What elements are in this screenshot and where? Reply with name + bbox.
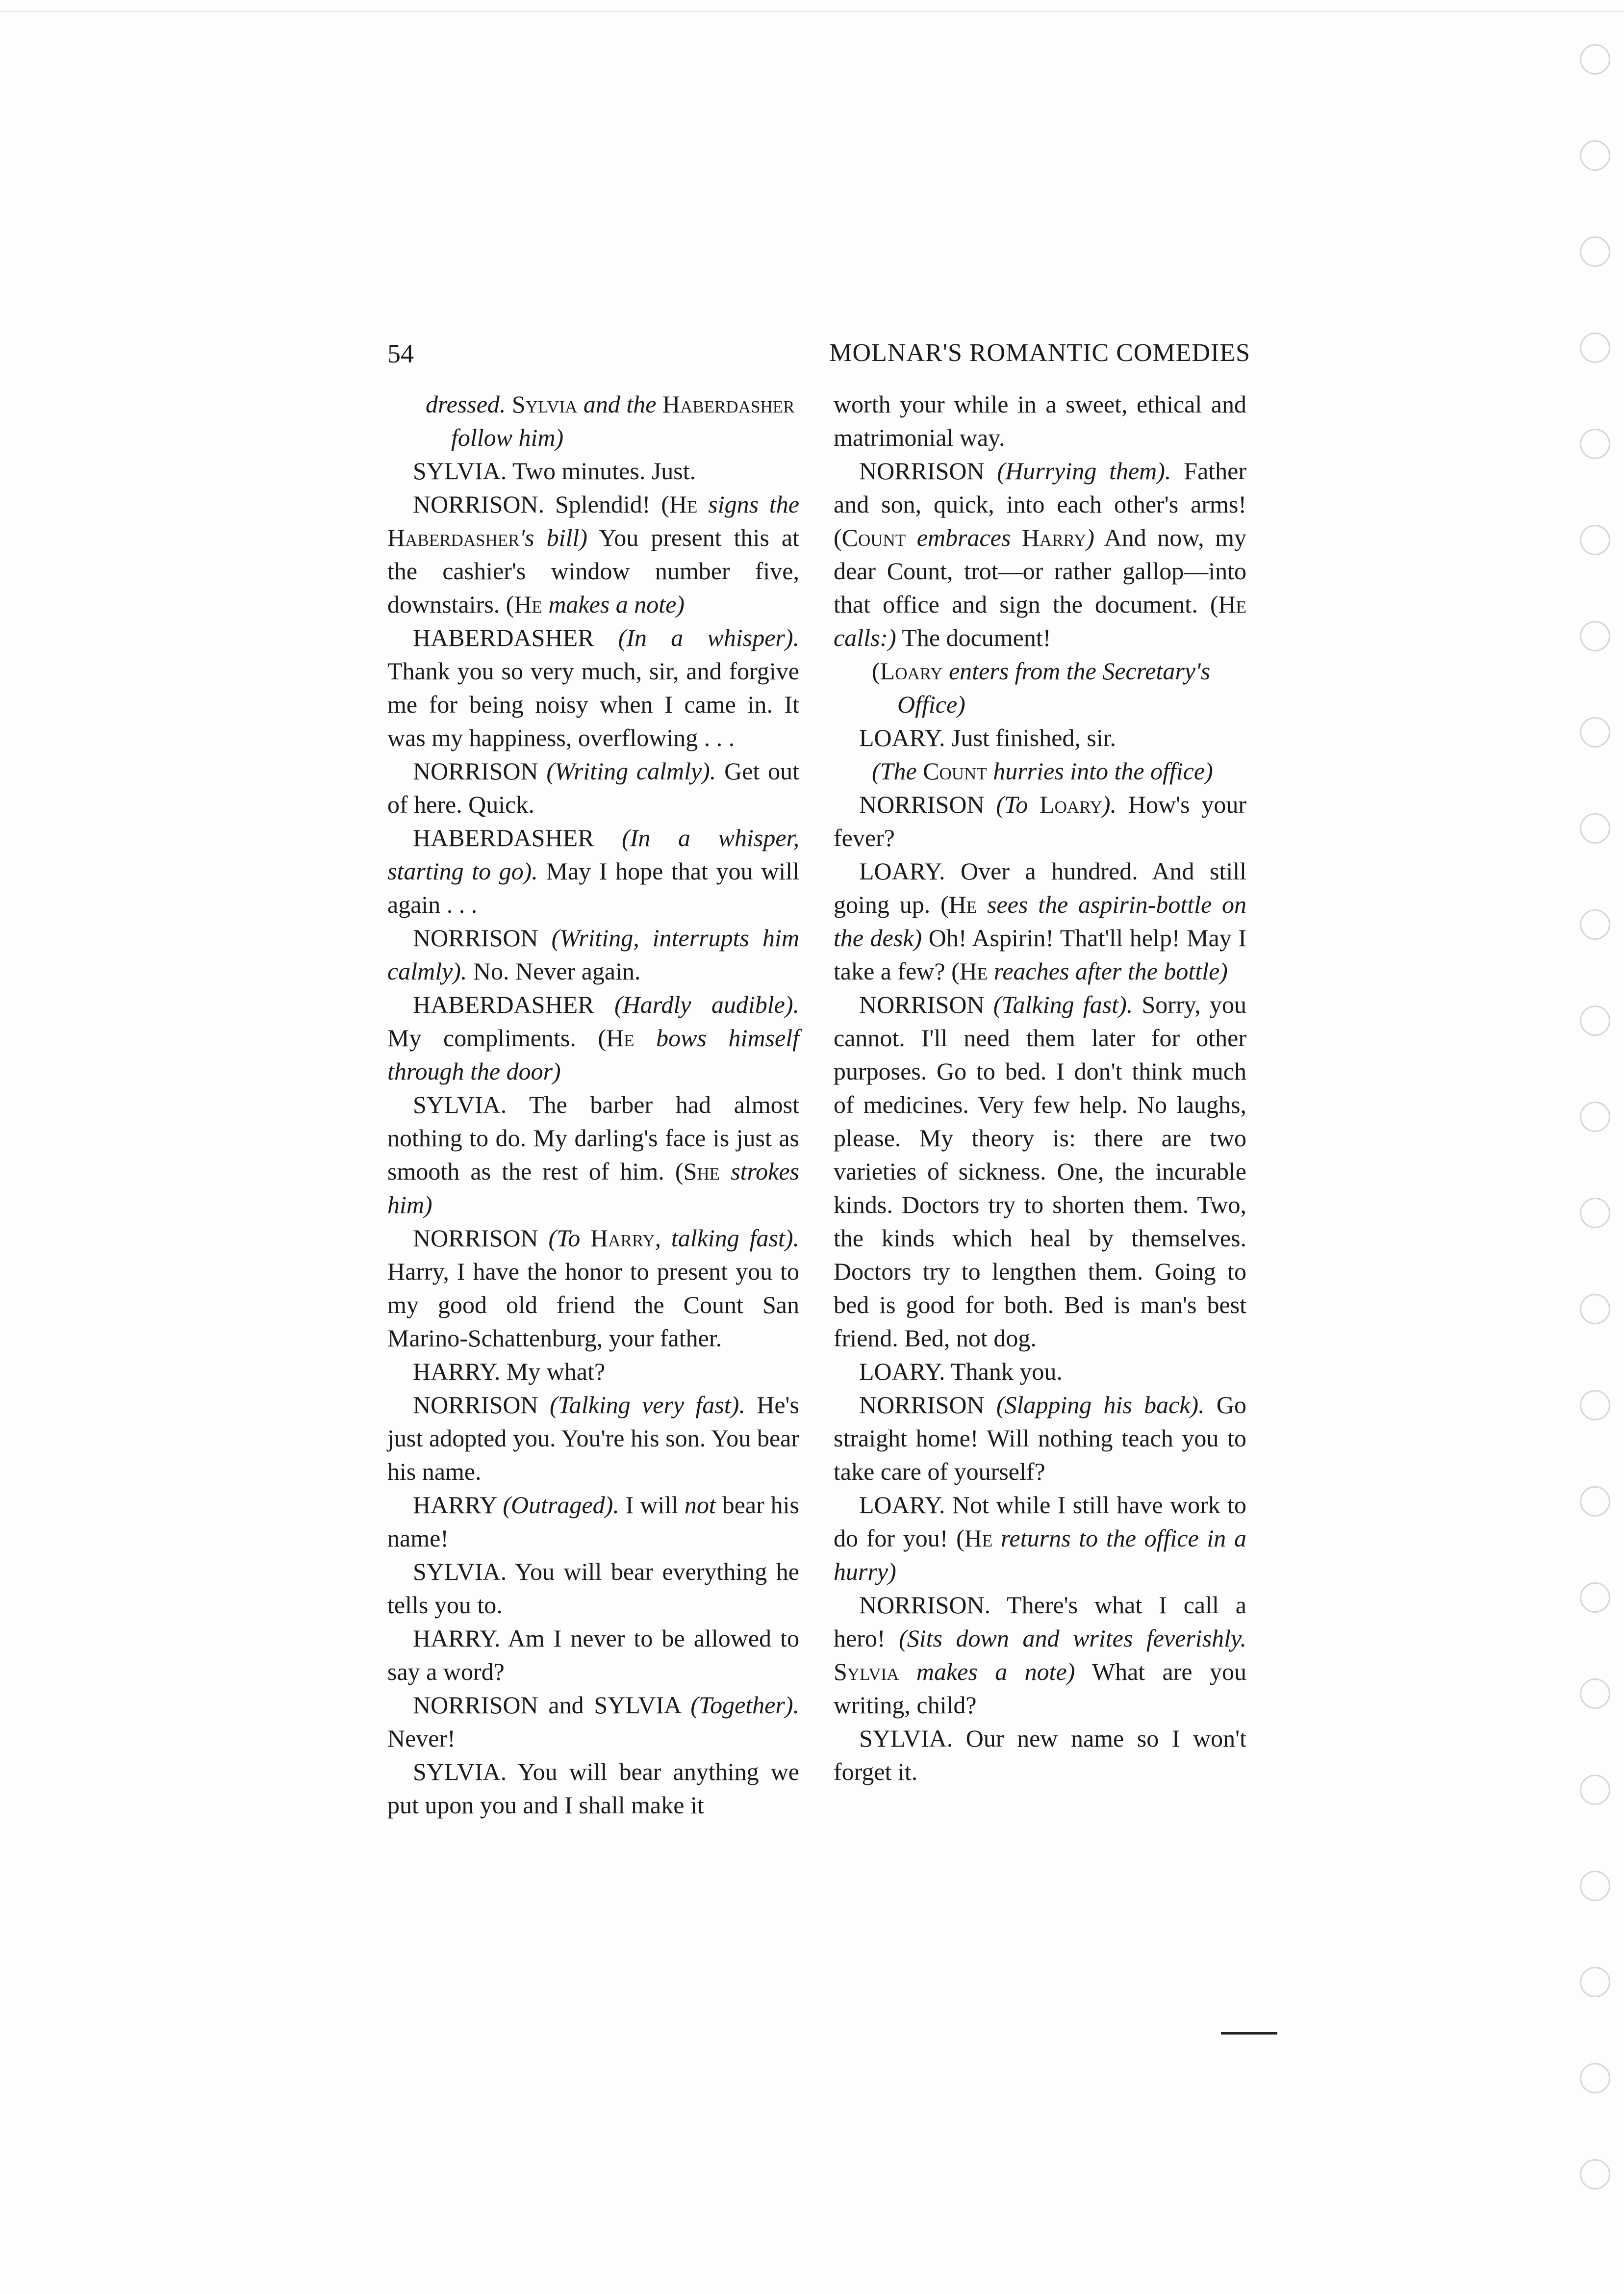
text-run: No. Never again. [467, 957, 641, 985]
text-run: (Writing, interrupts him calmly). [387, 924, 799, 985]
text-run: HABERDASHER [413, 991, 614, 1018]
text-run: dressed. [426, 390, 506, 418]
binder-hole [1580, 1582, 1610, 1613]
dialogue-paragraph [387, 1622, 799, 1688]
text-run: Sorry, you cannot. I'll need them later for other purposes. Go to bed. I don't think much of medicines. Very few help. No laughs, please. My theory is: there are two varieties of sickness. One, the incurable kinds. Doctors try to shorten them. Two, the kinds which heal by themselves. Doctors try to lengthen them. Going to bed is good for both. Bed is man's best friend. Bed, not dog. [834, 991, 1246, 1352]
dialogue-paragraph [834, 454, 1246, 654]
text-run: follow him) [451, 424, 564, 451]
text-run: worth your while in a sweet, ethical and matrimonial way. [834, 390, 1246, 451]
text-run: sees the aspirin-bottle on the desk) [834, 891, 1247, 952]
text-run: LOARY. Just finished, sir. [859, 724, 1116, 751]
stage-direction [834, 754, 1246, 788]
text-run: NORRISON [413, 1391, 550, 1418]
text-run: HARRY [413, 1491, 503, 1519]
text-run: HABERDASHER [413, 824, 622, 851]
text-run: Never! [387, 1725, 456, 1752]
text-run: (In a whisper). [618, 624, 799, 651]
page-number: 54 [387, 339, 414, 368]
text-run: (Talking very fast). [549, 1391, 745, 1418]
text-run: (Writing calmly). [546, 757, 716, 785]
text-run: NORRISON [413, 924, 552, 952]
text-run: (In a whisper, starting to go). [387, 824, 800, 885]
text-run: NORRISON [859, 1391, 996, 1418]
text-run: NORRISON [859, 457, 997, 485]
text-run: Count [841, 524, 906, 551]
text-run: Sylvia [511, 390, 578, 418]
dialogue-paragraph [387, 1555, 799, 1622]
text-run [506, 390, 512, 418]
end-rule [1221, 2032, 1277, 2035]
text-run: ). [1102, 791, 1117, 818]
text-run: Father and son, quick, into each other's arms! ( [834, 457, 1247, 551]
text-run: (Hardly audible). [614, 991, 799, 1018]
binder-hole [1580, 140, 1610, 171]
binder-hole [1580, 2159, 1610, 2190]
dialogue-paragraph [387, 1388, 799, 1488]
page-header [387, 338, 1250, 378]
binder-hole [1580, 1871, 1610, 1901]
text-run: NORRISON [413, 1224, 549, 1252]
binder-hole [1580, 717, 1610, 747]
stage-direction [834, 654, 1246, 721]
text-run: He [514, 591, 542, 618]
text-run: Loary [880, 657, 943, 685]
text-run: Haberdasher [387, 524, 520, 551]
binder-hole [1580, 1967, 1610, 1997]
dialogue-paragraph [834, 1355, 1246, 1388]
text-run: not [684, 1491, 716, 1519]
text-run: signs the [697, 490, 799, 518]
text-run: SYLVIA. You will bear everything he tells you to. [387, 1558, 799, 1619]
text-run: He [606, 1024, 634, 1052]
dialogue-paragraph [834, 988, 1246, 1355]
binder-hole [1580, 1294, 1610, 1324]
text-run: , talking fast). [655, 1224, 800, 1252]
text-run: Harry, I have the honor to present you to my good old friend the Count San Marino-Schattenburg, your father. [387, 1258, 799, 1352]
dialogue-paragraph [387, 988, 799, 1088]
text-run: Harry [590, 1224, 655, 1252]
dialogue-paragraph [834, 1588, 1246, 1722]
text-run: Oh! Aspirin! That'll help! May I take a few? ( [834, 924, 1247, 985]
dialogue-paragraph [387, 1488, 799, 1555]
text-run: hurries into the office) [987, 757, 1213, 785]
dialogue-paragraph [387, 1221, 799, 1355]
dialogue-paragraph [387, 754, 799, 821]
text-run: reaches after the bottle) [988, 957, 1228, 985]
dialogue-paragraph [387, 1688, 799, 1755]
text-run: makes a note) [899, 1658, 1075, 1685]
text-run: NORRISON [859, 991, 993, 1018]
text-run: strokes him) [387, 1158, 799, 1218]
binder-hole [1580, 813, 1610, 844]
text-run: You present this at the cashier's window number five, downstairs. ( [387, 524, 799, 618]
text-run: She [683, 1158, 720, 1185]
text-run: NORRISON [413, 757, 547, 785]
stage-direction [387, 387, 799, 454]
binder-hole [1580, 429, 1610, 459]
left-text-column [387, 387, 799, 1822]
text-run: SYLVIA. Our new name so I won't forget it. [834, 1725, 1246, 1785]
dialogue-paragraph [834, 1388, 1246, 1488]
text-run: SYLVIA. The barber had almost nothing to do. My darling's face is just as smooth as the rest of him. ( [387, 1091, 799, 1185]
text-run: (Talking fast). [993, 991, 1133, 1018]
text-run: Haberdasher [662, 390, 795, 418]
text-run: and the [577, 390, 662, 418]
dialogue-paragraph [387, 488, 799, 621]
text-run: He [669, 490, 698, 518]
dialogue-paragraph [387, 1355, 799, 1388]
binder-hole [1580, 1678, 1610, 1709]
text-run: Go straight home! Will nothing teach you to take care of yourself? [834, 1391, 1247, 1485]
binder-hole [1580, 333, 1610, 363]
text-run: Thank you so very much, sir, and forgive me for being noisy when I came in. It was my happiness, overflowing . . . [387, 657, 799, 751]
text-run: LOARY. Not while I still have work to do for you! ( [834, 1491, 1246, 1552]
binder-hole [1580, 1775, 1610, 1805]
text-run: And now, my dear Count, trot—or rather gallop—into that office and sign the document. ( [834, 524, 1246, 618]
text-run: He [959, 957, 988, 985]
text-run: 's bill) [519, 524, 587, 551]
dialogue-paragraph [834, 721, 1246, 754]
text-run: He [948, 891, 977, 918]
text-run: (Slapping his back). [996, 1391, 1205, 1418]
right-text-column [834, 387, 1246, 1788]
dialogue-paragraph [834, 1488, 1246, 1588]
text-run: NORRISON [859, 791, 996, 818]
running-head: MOLNAR'S ROMANTIC COMEDIES [829, 339, 1250, 367]
text-run: The document! [896, 624, 1051, 651]
binder-hole [1580, 1198, 1610, 1228]
text-run: makes a note) [542, 591, 685, 618]
dialogue-paragraph [387, 921, 799, 988]
text-run: (To [548, 1224, 591, 1252]
text-run: HABERDASHER [413, 624, 618, 651]
text-run: NORRISON and SYLVIA [413, 1691, 691, 1719]
binder-hole [1580, 2063, 1610, 2093]
dialogue-paragraph [387, 1755, 799, 1822]
text-run: ) [1086, 524, 1094, 551]
binder-hole [1580, 1390, 1610, 1420]
dialogue-paragraph [834, 788, 1246, 854]
text-run: Loary [1040, 791, 1102, 818]
dialogue-paragraph [387, 454, 799, 488]
text-run: (The [872, 757, 923, 785]
text-run: bear his name! [387, 1491, 799, 1552]
binder-hole [1580, 44, 1610, 75]
text-run: bows himself through the door) [387, 1024, 799, 1085]
dialogue-paragraph [834, 854, 1246, 988]
text-run: (To [996, 791, 1040, 818]
dialogue-paragraph [834, 1722, 1246, 1788]
text-run: (Sits down and writes feverishly. [899, 1624, 1246, 1652]
text-run: calls:) [834, 624, 896, 651]
text-run: NORRISON. Splendid! ( [413, 490, 669, 518]
text-run: enters from the Secretary's Office) [897, 657, 1211, 718]
text-run: LOARY. Thank you. [859, 1358, 1063, 1385]
text-run: SYLVIA. You will bear anything we put upon you and I shall make it [387, 1758, 799, 1819]
binder-holes [1565, 0, 1624, 2294]
binder-hole [1580, 1486, 1610, 1517]
text-run: What are you writing, child? [834, 1658, 1246, 1719]
dialogue-paragraph [387, 1088, 799, 1221]
text-run: ( [872, 657, 880, 685]
binder-hole [1580, 1005, 1610, 1036]
text-run: returns to the office in a hurry) [834, 1524, 1247, 1585]
binder-hole [1580, 525, 1610, 555]
text-run: HARRY. Am I never to be allowed to say a word? [387, 1624, 799, 1685]
text-run: May I hope that you will again . . . [387, 857, 799, 918]
text-run: Get out of here. Quick. [387, 757, 799, 818]
dialogue-paragraph [834, 387, 1246, 454]
text-run: He [964, 1524, 993, 1552]
text-run: He's just adopted you. You're his son. You bear his name. [387, 1391, 799, 1485]
text-run: SYLVIA. Two minutes. Just. [413, 457, 696, 485]
text-run: Harry [1021, 524, 1087, 551]
text-run: My compliments. ( [387, 1024, 607, 1052]
text-run: (Outraged). [503, 1491, 619, 1519]
dialogue-paragraph [387, 821, 799, 921]
text-run: Count [923, 757, 987, 785]
text-run: NORRISON. There's what I call a hero! [834, 1591, 1246, 1652]
binder-hole [1580, 1102, 1610, 1132]
dialogue-paragraph [387, 621, 799, 754]
text-run: How's your fever? [834, 791, 1246, 851]
text-run: embraces [906, 524, 1022, 551]
binder-hole [1580, 909, 1610, 940]
text-run: Sylvia [834, 1658, 899, 1685]
scan-edge-line [0, 11, 1624, 12]
text-run: (Hurrying them). [997, 457, 1171, 485]
text-run: HARRY. My what? [413, 1358, 606, 1385]
text-run: LOARY. Over a hundred. And still going up. ( [834, 857, 1246, 918]
binder-hole [1580, 621, 1610, 651]
text-run: He [1218, 591, 1246, 618]
text-run: (Together). [690, 1691, 799, 1719]
binder-hole [1580, 236, 1610, 267]
text-run: I will [619, 1491, 685, 1519]
